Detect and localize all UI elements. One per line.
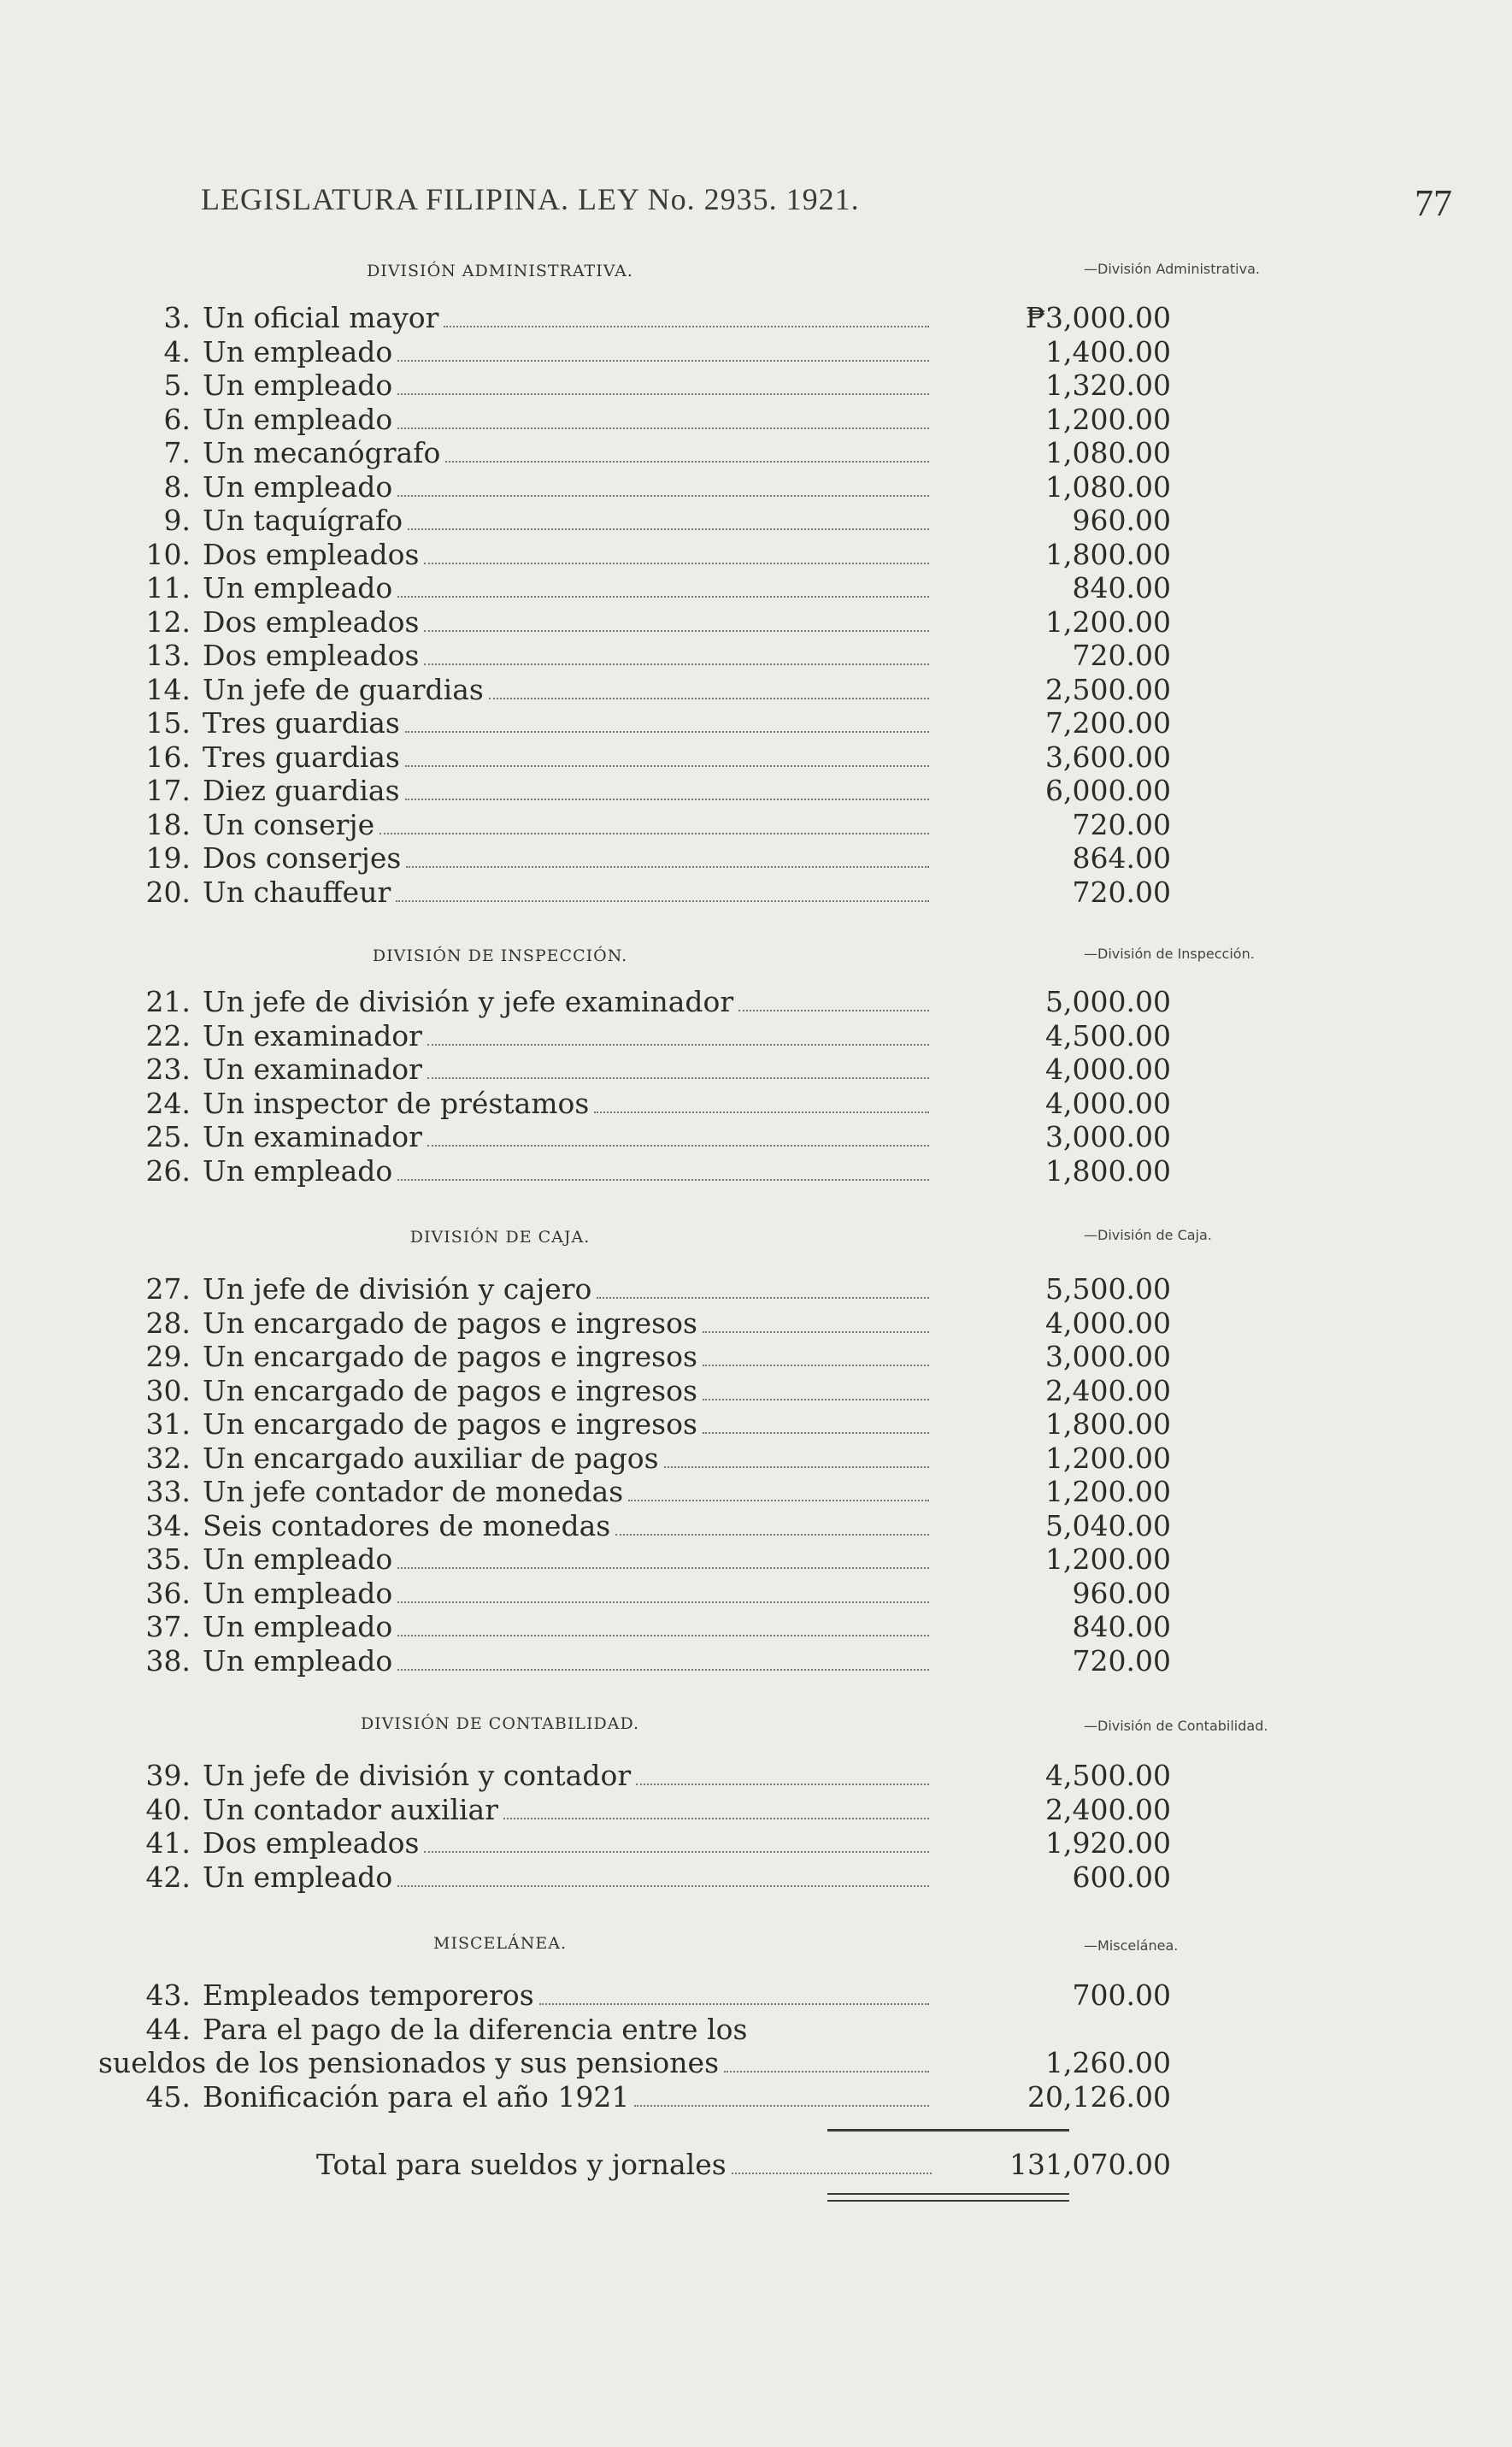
item-description [203, 538, 929, 572]
item-amount: 960.00 [1072, 504, 1171, 537]
item-description-text: Seis contadores de monedas [203, 1508, 611, 1542]
line-item [98, 2046, 1171, 2080]
line-item [98, 672, 1171, 707]
item-number: 4. [163, 334, 191, 369]
line-item [98, 2013, 1073, 2047]
item-amount: 960.00 [1072, 1576, 1171, 1610]
item-description-text: Un empleado [203, 571, 393, 604]
item-number: 12. [145, 604, 191, 639]
item-amount: 700.00 [1072, 1978, 1171, 2012]
item-number: 45. [145, 2079, 191, 2114]
item-description-text: Empleados temporeros [203, 1978, 534, 2012]
item-amount: 6,000.00 [1045, 774, 1171, 807]
line-item [98, 537, 1171, 572]
item-description [203, 1644, 929, 1678]
item-description [203, 1019, 929, 1053]
item-description [203, 1577, 929, 1611]
margin-note: —Miscelánea. [1084, 1937, 1179, 1954]
item-number: 15. [145, 706, 191, 740]
item-amount: 840.00 [1072, 571, 1171, 604]
item-description-text: Un empleado [203, 469, 393, 504]
item-amount: 4,000.00 [1045, 1306, 1171, 1340]
item-description [203, 1793, 929, 1827]
line-item [98, 1407, 1171, 1442]
item-number: 29. [145, 1340, 191, 1373]
item-description [203, 605, 929, 640]
item-amount: 600.00 [1072, 1860, 1171, 1894]
item-amount: 5,500.00 [1045, 1272, 1171, 1306]
item-amount: 1,800.00 [1045, 537, 1171, 571]
section-heading: MISCELÁNEA. [433, 1934, 567, 1953]
item-amount: 4,500.00 [1045, 1759, 1171, 1792]
item-number: 23. [145, 1053, 191, 1086]
item-number: 28. [145, 1306, 191, 1340]
item-number: 30. [145, 1373, 191, 1407]
line-item [98, 402, 1171, 437]
line-item [98, 706, 1171, 740]
line-item [98, 774, 1171, 808]
item-description-text: Un taquígrafo [203, 504, 403, 537]
item-description-text: Un encargado de pagos e ingresos [203, 1340, 697, 1373]
item-amount: 20,126.00 [1027, 2079, 1171, 2114]
sum-rule [827, 2129, 1069, 2132]
total-row [98, 2148, 1171, 2182]
item-description-text: Dos empleados [203, 1826, 420, 1860]
item-amount: 2,500.00 [1045, 672, 1171, 706]
section-heading: DIVISIÓN DE CAJA. [409, 1228, 591, 1247]
section-heading: DIVISIÓN ADMINISTRATIVA. [367, 262, 633, 280]
item-description [203, 1120, 929, 1154]
item-amount: 1,080.00 [1045, 436, 1171, 469]
line-item [98, 1153, 1171, 1188]
item-number: 36. [145, 1576, 191, 1610]
line-item [98, 1576, 1171, 1611]
margin-note: —División de Inspección. [1084, 946, 1255, 962]
item-description-text: Un examinador [203, 1018, 422, 1053]
item-description-text: Un jefe de división y contador [203, 1759, 632, 1792]
item-description-text: Dos empleados [203, 639, 420, 672]
item-description-text: Un encargado de pagos e ingresos [203, 1407, 697, 1441]
item-description-text: Un empleado [203, 1542, 393, 1576]
item-description [203, 706, 929, 740]
item-number: 43. [145, 1978, 191, 2012]
item-number: 3. [163, 301, 191, 334]
line-item [98, 604, 1171, 640]
item-description-text: Un empleado [203, 1610, 393, 1643]
item-description [203, 774, 929, 808]
line-item [98, 436, 1171, 470]
line-item [98, 1643, 1171, 1678]
line-item [98, 1542, 1171, 1577]
item-description-text: Un jefe contador de monedas [203, 1475, 624, 1508]
item-number: 19. [145, 841, 191, 875]
margin-note: —División de Contabilidad. [1084, 1718, 1268, 1734]
item-description [203, 2013, 929, 2047]
line-item [98, 334, 1171, 369]
item-number: 13. [145, 639, 191, 672]
line-item [98, 301, 1171, 335]
line-item [98, 1086, 1171, 1121]
item-amount: 1,200.00 [1045, 1475, 1171, 1508]
item-amount: 3,000.00 [1045, 1340, 1171, 1373]
item-description-text: Dos empleados [203, 537, 420, 571]
item-number: 6. [163, 402, 191, 436]
item-amount: 1,200.00 [1045, 604, 1171, 639]
item-number: 8. [163, 469, 191, 504]
line-item [98, 875, 1171, 910]
total-label-text: Total para sueldos y jornales [316, 2148, 727, 2181]
double-rule-top [827, 2193, 1069, 2195]
item-description-text: Un encargado de pagos e ingresos [203, 1373, 697, 1407]
item-number: 22. [145, 1018, 191, 1053]
item-description [203, 1087, 929, 1121]
item-description-text: Un encargado de pagos e ingresos [203, 1306, 697, 1340]
item-description-text: Un empleado [203, 1643, 393, 1678]
item-amount: 5,040.00 [1045, 1508, 1171, 1542]
line-item [98, 1610, 1171, 1644]
item-description [203, 571, 929, 605]
item-amount: 1,200.00 [1045, 402, 1171, 436]
item-description [203, 1610, 929, 1644]
item-description-text: Un examinador [203, 1053, 422, 1086]
item-number: 39. [145, 1759, 191, 1792]
double-rule-bottom [827, 2200, 1069, 2202]
item-description [203, 1442, 929, 1476]
line-item [98, 740, 1171, 775]
item-description [203, 1407, 929, 1442]
item-number: 33. [145, 1475, 191, 1508]
item-amount: 5,000.00 [1045, 985, 1171, 1018]
line-item [98, 1272, 1171, 1306]
item-description [203, 1860, 929, 1895]
line-item [98, 1759, 1171, 1793]
item-description [203, 1053, 929, 1087]
item-number: 7. [163, 436, 191, 469]
line-item [98, 504, 1171, 538]
line-item [98, 1508, 1171, 1543]
item-description [203, 504, 929, 538]
margin-note: —División de Caja. [1084, 1227, 1212, 1243]
item-description-text: Tres guardias [203, 740, 400, 774]
item-description [203, 985, 929, 1019]
item-description-text: Un inspector de préstamos [203, 1086, 590, 1120]
item-description [203, 1306, 929, 1341]
margin-note: —División Administrativa. [1084, 261, 1260, 277]
item-number: 44. [145, 2012, 191, 2046]
item-description-text: Bonificación para el año 1921 [203, 2079, 630, 2114]
item-number: 34. [145, 1508, 191, 1542]
item-description-text: Diez guardias [203, 774, 400, 807]
item-amount: 2,400.00 [1045, 1373, 1171, 1407]
item-number: 35. [145, 1542, 191, 1576]
item-amount: 2,400.00 [1045, 1792, 1171, 1826]
item-number: 5. [163, 369, 191, 402]
item-number: 17. [145, 774, 191, 807]
item-description-text: Un examinador [203, 1120, 422, 1153]
item-number: 18. [145, 807, 191, 841]
line-item [98, 985, 1171, 1019]
item-number: 20. [145, 875, 191, 909]
item-amount: ₱3,000.00 [1025, 301, 1171, 334]
item-description-text: Un empleado [203, 1860, 393, 1894]
line-item [98, 1441, 1171, 1476]
item-description-text: Un chauffeur [203, 875, 391, 909]
item-description-text: sueldos de los pensionados y sus pensiones [98, 2046, 720, 2079]
item-amount: 840.00 [1072, 1610, 1171, 1643]
item-amount: 1,200.00 [1045, 1441, 1171, 1475]
item-number: 25. [145, 1120, 191, 1153]
item-description [203, 1509, 929, 1543]
item-description-text: Dos empleados [203, 604, 420, 639]
item-amount: 720.00 [1072, 639, 1171, 672]
item-amount: 3,600.00 [1045, 740, 1171, 774]
item-amount: 720.00 [1072, 875, 1171, 909]
line-item [98, 1340, 1171, 1374]
item-description [203, 369, 929, 403]
item-description [203, 403, 929, 437]
line-item [98, 1018, 1171, 1053]
item-amount: 720.00 [1072, 1643, 1171, 1678]
page-number: 77 [1415, 182, 1452, 224]
line-item [98, 369, 1171, 403]
line-item [98, 639, 1171, 673]
item-description-text: Un contador auxiliar [203, 1792, 499, 1826]
line-item [98, 1860, 1171, 1895]
item-description-text: Un empleado [203, 1576, 393, 1610]
item-description-text: Un jefe de guardias [203, 672, 484, 706]
total-amount: 131,070.00 [1009, 2148, 1171, 2181]
item-description-text: Un jefe de división y cajero [203, 1272, 592, 1306]
item-amount: 1,800.00 [1045, 1153, 1171, 1188]
item-amount: 1,080.00 [1045, 469, 1171, 504]
line-item [98, 571, 1171, 605]
line-item [98, 1475, 1171, 1509]
item-description [203, 436, 929, 470]
item-amount: 4,000.00 [1045, 1086, 1171, 1120]
item-amount: 3,000.00 [1045, 1120, 1171, 1153]
section-heading: DIVISIÓN DE INSPECCIÓN. [372, 946, 628, 965]
item-description [203, 1340, 929, 1374]
item-description [203, 639, 929, 673]
item-number: 27. [145, 1272, 191, 1306]
item-description-text: Un empleado [203, 402, 393, 436]
item-description-text: Tres guardias [203, 706, 400, 740]
item-description-text: Dos conserjes [203, 841, 402, 875]
line-item [98, 1826, 1171, 1860]
line-item [98, 841, 1171, 876]
item-description [203, 841, 929, 876]
item-description [203, 1154, 929, 1188]
item-number: 32. [145, 1441, 191, 1475]
item-amount: 1,920.00 [1045, 1826, 1171, 1860]
item-description [203, 1475, 929, 1509]
item-description [203, 301, 929, 335]
item-amount: 864.00 [1072, 841, 1171, 875]
line-item [98, 1306, 1171, 1341]
item-description [203, 1826, 929, 1860]
item-number: 41. [145, 1826, 191, 1860]
item-description-text: Un empleado [203, 1153, 393, 1188]
item-description [203, 808, 929, 842]
item-number: 11. [145, 571, 191, 604]
item-amount: 1,200.00 [1045, 1542, 1171, 1576]
item-number: 10. [145, 537, 191, 571]
item-description [203, 1272, 929, 1306]
line-item [98, 1978, 1171, 2013]
item-description-text: Un mecanógrafo [203, 436, 441, 469]
line-item [98, 1120, 1171, 1154]
item-number: 31. [145, 1407, 191, 1441]
item-number: 37. [145, 1610, 191, 1643]
item-description [203, 740, 929, 775]
item-number: 24. [145, 1086, 191, 1120]
item-description-text: Un empleado [203, 369, 393, 402]
item-description-text: Para el pago de la diferencia entre los [203, 2012, 748, 2046]
item-number: 16. [145, 740, 191, 774]
item-description-text: Un oficial mayor [203, 301, 439, 334]
item-amount: 1,320.00 [1045, 369, 1171, 402]
item-amount: 1,800.00 [1045, 1407, 1171, 1441]
running-head: LEGISLATURA FILIPINA. LEY No. 2935. 1921. [201, 182, 860, 216]
section-heading: DIVISIÓN DE CONTABILIDAD. [360, 1714, 640, 1733]
item-description [98, 2046, 929, 2080]
item-description [203, 1542, 929, 1577]
line-item [98, 469, 1171, 504]
item-amount: 4,500.00 [1045, 1018, 1171, 1053]
item-number: 26. [145, 1153, 191, 1188]
item-number: 9. [163, 504, 191, 537]
item-number: 21. [145, 985, 191, 1018]
item-amount: 1,260.00 [1045, 2046, 1171, 2079]
line-item [98, 807, 1171, 842]
item-description-text: Un encargado auxiliar de pagos [203, 1441, 659, 1475]
item-amount: 720.00 [1072, 807, 1171, 841]
item-amount: 1,400.00 [1045, 334, 1171, 369]
item-amount: 7,200.00 [1045, 706, 1171, 740]
item-description [203, 470, 929, 504]
item-description [203, 1759, 929, 1793]
item-description [203, 673, 929, 707]
item-number: 40. [145, 1792, 191, 1826]
item-description-text: Un empleado [203, 334, 393, 369]
line-item [98, 2079, 1171, 2114]
item-description [203, 2080, 929, 2114]
line-item [98, 1373, 1171, 1408]
item-description-text: Un jefe de división y jefe examinador [203, 985, 734, 1018]
item-number: 38. [145, 1643, 191, 1678]
item-description [203, 1978, 929, 2013]
item-amount: 4,000.00 [1045, 1053, 1171, 1086]
item-number: 42. [145, 1860, 191, 1894]
line-item [98, 1053, 1171, 1087]
item-number: 14. [145, 672, 191, 706]
item-description-text: Un conserje [203, 807, 375, 841]
item-description [203, 335, 929, 369]
item-description [203, 876, 929, 910]
item-description [203, 1374, 929, 1408]
line-item [98, 1792, 1171, 1827]
